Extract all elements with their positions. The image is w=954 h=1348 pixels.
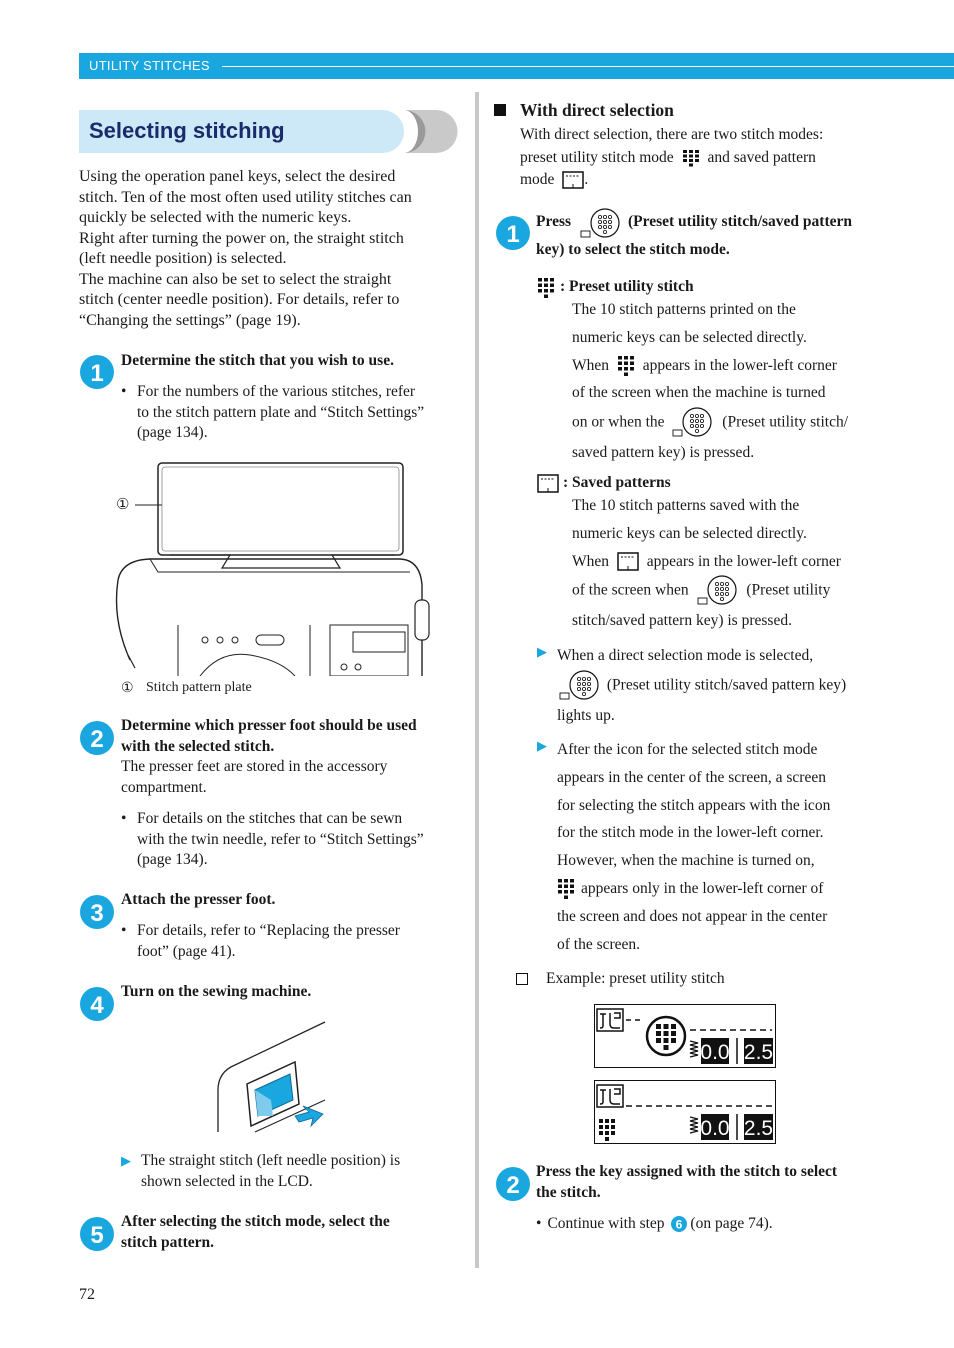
result-arrow-icon: ▶ (537, 739, 547, 754)
bullet-line: foot” (page 41). (137, 942, 236, 960)
desc-line: (Preset utility (746, 581, 831, 599)
result-arrow-icon: ▶ (121, 1154, 131, 1169)
desc-line: numeric keys can be selected directly. (572, 328, 807, 346)
saved-pattern-icon (617, 552, 639, 572)
step-2-title: Determine which presser foot should be used (121, 717, 417, 734)
figure-1-callout: ① (116, 497, 130, 513)
section-header-label: UTILITY STITCHES (89, 58, 210, 73)
desc-line: of the screen when the machine is turned (572, 384, 826, 402)
bullet-line: (page 134). (137, 424, 208, 441)
saved-description (572, 492, 892, 635)
step-number: 2 (90, 726, 104, 753)
intro-line: Using the operation panel keys, select the desired (79, 168, 396, 185)
note-line: for the stitch mode in the lower-left corner. (557, 824, 824, 842)
step-reference-number: 6 (676, 1217, 683, 1232)
intro-line: stitch. Ten of the most often used utility stitches can (79, 188, 412, 206)
right-step-1-badge (496, 216, 530, 250)
intro-line: With direct selection, there are two stitch modes: (520, 126, 824, 143)
step-title-line: the stitch. (536, 1183, 601, 1201)
bullet-line: For details, refer to “Replacing the presser (137, 922, 400, 939)
intro-paragraph (79, 167, 464, 331)
note-line: of the screen. (557, 935, 641, 953)
preset-saved-pattern-key-icon (670, 407, 716, 439)
preset-saved-pattern-key-icon (695, 575, 741, 607)
page-title: Selecting stitching (89, 118, 285, 143)
note-line: However, when the machine is turned on, (557, 852, 815, 870)
step-4-result (141, 1151, 471, 1192)
right-heading: With direct selection (520, 100, 674, 120)
figure-1-caption: Stitch pattern plate (146, 680, 252, 695)
desc-line: The 10 stitch patterns printed on the (572, 301, 796, 318)
step-2-content (121, 716, 466, 798)
bullet-line: (page 134). (137, 851, 208, 868)
desc-line: (Preset utility stitch/ (722, 413, 849, 431)
preset-saved-pattern-key-icon[interactable] (578, 208, 624, 240)
desc-line: of the screen when (572, 581, 689, 599)
step-5-title-line: After selecting the stitch mode, select the (121, 1213, 390, 1230)
lcd-width-value: 0.0 (700, 1041, 730, 1064)
intro-line: and saved pattern (707, 148, 816, 166)
step-number: 5 (90, 1222, 104, 1249)
note-1 (557, 642, 887, 730)
desc-line: appears in the lower-left corner (642, 356, 837, 374)
step-5-title-line: stitch pattern. (121, 1233, 214, 1251)
note-line: lights up. (557, 706, 615, 724)
step-number: 2 (506, 1172, 520, 1199)
figure-1-caption-number: ① (121, 681, 134, 696)
lcd-screen-lower-left-icon (594, 1080, 776, 1144)
desc-line: appears in the lower-left corner (646, 552, 841, 570)
saved-pattern-icon (537, 474, 559, 494)
note-line: After the icon for the selected stitch mode (557, 741, 818, 758)
desc-line: stitch/saved pattern key) is pressed. (572, 612, 792, 630)
power-switch-illustration (215, 1020, 330, 1135)
desc-line: on or when the (572, 413, 665, 431)
note-line: appears in the center of the screen, a screen (557, 768, 826, 786)
intro-line: The machine can also be set to select the straight (79, 270, 392, 288)
step-5-badge (80, 1217, 114, 1251)
step-3-title: Attach the presser foot. (121, 891, 276, 908)
right-step-1-title-b: key) to select the stitch mode. (536, 241, 730, 258)
section-header-rule (222, 66, 954, 67)
right-step-1-title-a: (Preset utility stitch/saved pattern (628, 213, 852, 230)
intro-line: (left needle position) is selected. (79, 250, 287, 267)
desc-line: numeric keys can be selected directly. (572, 524, 807, 542)
preset-saved-pattern-key-icon (557, 670, 603, 702)
step-number: 4 (90, 992, 104, 1019)
step-1-title: Determine the stitch that you wish to use. (121, 352, 394, 369)
step-4-title: Turn on the sewing machine. (121, 983, 312, 1000)
step-2-badge (80, 721, 114, 755)
saved-label: : Saved patterns (563, 474, 671, 491)
intro-line: . (584, 171, 589, 188)
lcd-width-value: 0.0 (700, 1117, 730, 1140)
bullet-text[interactable]: (on page 74). (690, 1215, 773, 1232)
intro-line: preset utility stitch mode (520, 148, 674, 166)
lcd-screen-center-icon (594, 1004, 776, 1068)
result-line: shown selected in the LCD. (141, 1172, 313, 1190)
result-arrow-icon: ▶ (537, 645, 547, 660)
note-line: for selecting the stitch appears with the icon (557, 796, 831, 814)
heading-square-bullet (494, 104, 506, 116)
desc-line: When (572, 356, 610, 374)
bullet-text: Continue with step (547, 1215, 665, 1232)
right-step-2-title (536, 1162, 886, 1203)
intro-line: stitch (center needle position). For details, refer to (79, 291, 400, 308)
step-4-badge (80, 987, 114, 1021)
bullet-line: For details on the stitches that can be sewn (137, 810, 403, 827)
right-step-2-badge (496, 1167, 530, 1201)
note-line: appears only in the lower-left corner of (581, 879, 824, 897)
bullet-dot: • (121, 810, 127, 827)
note-line: (Preset utility stitch/saved pattern key) (606, 676, 847, 694)
intro-line: Right after turning the power on, the straight stitch (79, 229, 404, 247)
step-3-bullet (121, 921, 466, 962)
desc-line: saved pattern key) is pressed. (572, 444, 755, 462)
step-3-badge (80, 895, 114, 929)
saved-pattern-icon (562, 171, 584, 189)
step-2-title: with the selected stitch. (121, 737, 275, 755)
step-2-body: The presser feet are stored in the accessory (121, 758, 388, 775)
step-6-reference-icon[interactable] (671, 1216, 687, 1232)
bullet-line: with the twin needle, refer to “Stitch Settings” (137, 830, 424, 848)
example-label: Example: preset utility stitch (546, 970, 725, 987)
preset-utility-stitch-icon (537, 277, 555, 299)
bullet-line: to the stitch pattern plate and “Stitch Settings” (137, 403, 425, 421)
bullet-line: For the numbers of the various stitches, refer (137, 383, 416, 400)
step-number: 1 (90, 360, 104, 387)
bullet-dot: • (121, 922, 127, 939)
sewing-machine-illustration (110, 460, 435, 676)
intro-line: quickly be selected with the numeric keys. (79, 209, 352, 226)
lcd-length-value: 2.5 (743, 1117, 774, 1140)
preset-description (572, 296, 892, 467)
step-1-badge (80, 355, 114, 389)
lcd-length-value: 2.5 (743, 1041, 774, 1064)
preset-utility-stitch-icon (557, 878, 575, 900)
bullet-dot: • (536, 1215, 542, 1232)
right-intro (520, 124, 900, 192)
page-number: 72 (79, 1286, 95, 1303)
result-line: The straight stitch (left needle position) is (141, 1152, 401, 1169)
step-1-bullet (121, 382, 466, 444)
note-2 (557, 736, 887, 958)
note-line: When a direct selection mode is selected, (557, 647, 814, 664)
step-2-body: compartment. (121, 778, 207, 796)
desc-line: The 10 stitch patterns saved with the (572, 497, 800, 514)
intro-line: mode (520, 171, 555, 188)
intro-line: “Changing the settings” (page 19). (79, 311, 301, 329)
right-step-1-press: Press (536, 213, 572, 230)
step-number: 1 (506, 221, 520, 248)
note-line: the screen and does not appear in the center (557, 907, 828, 925)
step-number: 3 (90, 900, 104, 927)
step-2-bullet (121, 809, 466, 871)
desc-line: When (572, 552, 610, 570)
example-checkbox-marker (516, 973, 528, 985)
preset-label: : Preset utility stitch (560, 278, 694, 295)
preset-utility-stitch-icon (617, 355, 635, 377)
preset-utility-stitch-icon (682, 149, 700, 167)
column-divider (475, 92, 479, 1268)
step-5-title (121, 1212, 390, 1253)
title-tab-decoration (404, 110, 458, 153)
bullet-dot: • (121, 383, 127, 400)
right-step-2-bullet (536, 1214, 886, 1235)
step-title-line: Press the key assigned with the stitch to select (536, 1163, 838, 1180)
